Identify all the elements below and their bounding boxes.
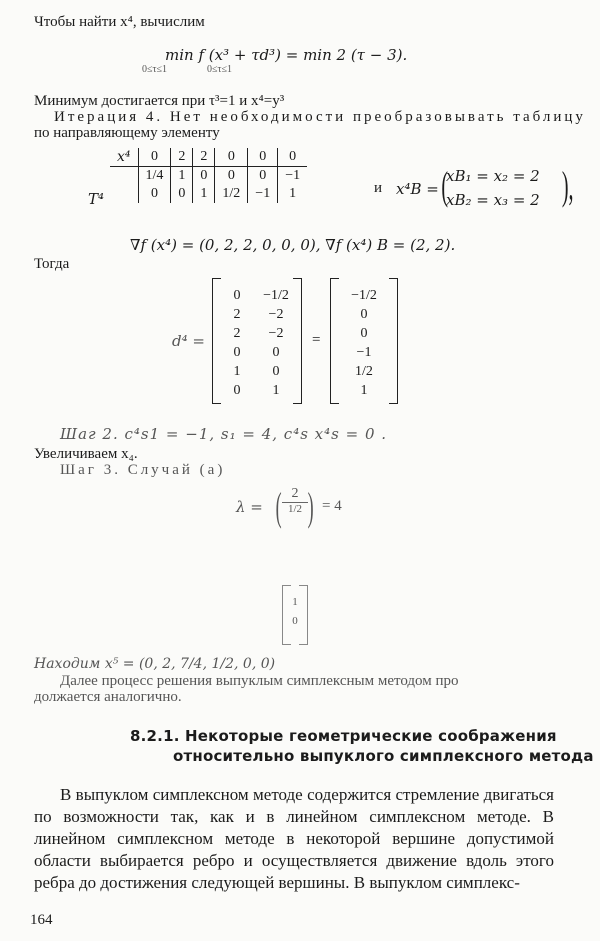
text-line-step-2: Шаг 2. c⁴s1 = −1, s₁ = 4, c⁴s x⁴s = 0 . bbox=[60, 425, 388, 443]
vector-cell: 1/2 bbox=[355, 364, 373, 379]
text-line-leading-element: по направляющему элементу bbox=[34, 125, 220, 141]
table-cell: 0 bbox=[248, 167, 278, 186]
matrix-cell: 0 bbox=[233, 345, 241, 360]
matrix-column bbox=[256, 286, 296, 400]
section-title-line-2: относительно выпуклого симплексного метода bbox=[173, 747, 594, 765]
equals-sign: = bbox=[312, 332, 321, 348]
section-heading bbox=[130, 727, 557, 745]
text-line-togda: Тогда bbox=[34, 256, 70, 272]
ratio-numerator: 2 bbox=[291, 486, 299, 501]
table-cell: 0 bbox=[193, 167, 215, 186]
table-grid bbox=[110, 148, 307, 203]
body-paragraph: В выпуклом симплексном методе содержится стремление двигаться по возможности так, как и в линейном симплексном методе. В линейном симплексном методе в некоторой вершине допустимой области выбирается ребро и осуществляется движение вдоль этого ребра до достижения следующей вершины. В выпуклом симплекс- bbox=[34, 785, 554, 892]
text-line-find-x4: Чтобы найти x⁴, вычислим bbox=[34, 14, 205, 30]
table-head-cell: 0 bbox=[138, 148, 171, 167]
table-cell: 0 bbox=[215, 167, 248, 186]
gradient-line: ∇f (x⁴) = (0, 2, 2, 0, 0, 0), ∇f (x⁴) B = (2, 2). bbox=[130, 236, 456, 254]
min-formula-subscripts: 0≤τ≤1 0≤τ≤1 bbox=[142, 64, 232, 75]
direction-vector-label: d⁴ = bbox=[172, 332, 205, 350]
table-cell: 1 bbox=[171, 167, 193, 186]
text-line-increase: Увеличиваем x₄. bbox=[34, 446, 138, 462]
section-number: 8.2.1. bbox=[130, 727, 180, 745]
text-line-step-3: Шаг 3. Случай (а) bbox=[60, 462, 226, 478]
matrix-cell: 1 bbox=[272, 383, 280, 398]
matrix-cell: 0 bbox=[233, 383, 241, 398]
ratio-paren-right: ) bbox=[307, 484, 314, 529]
vector-cell: −1 bbox=[356, 345, 372, 360]
matrix-cell: −2 bbox=[268, 307, 284, 322]
table-head-cell: 2 bbox=[193, 148, 215, 167]
basis-row: xB₁ = x₂ = 2 bbox=[446, 167, 540, 185]
text-line-further-1: Далее процесс решения выпуклым симплексным методом про bbox=[60, 673, 459, 689]
matrix-cell: 2 bbox=[233, 307, 241, 322]
small-vector-column bbox=[286, 593, 304, 631]
basis-label: x⁴B = bbox=[396, 180, 439, 198]
bracket-left bbox=[212, 278, 221, 404]
ratio-lhs: λ = bbox=[236, 498, 263, 516]
vector-cell: 1 bbox=[292, 596, 298, 608]
matrix-cell: 0 bbox=[233, 288, 241, 303]
ratio-denominator: 1/2 bbox=[282, 502, 308, 515]
basis-paren-left: ( bbox=[441, 163, 448, 208]
table-cell: 1/4 bbox=[138, 167, 171, 186]
min-formula: min f (x³ + τd³) = min 2 (τ − 3). bbox=[165, 46, 408, 64]
vector-cell: 1 bbox=[360, 383, 368, 398]
direction-matrix bbox=[212, 278, 302, 404]
table-head-cell: x⁴ bbox=[110, 148, 138, 167]
matrix-cell: 1 bbox=[233, 364, 241, 379]
table-cell: 1 bbox=[193, 185, 215, 203]
basis-vector bbox=[446, 164, 540, 212]
table-cell: 0 bbox=[171, 185, 193, 203]
text-line-further-2: должается аналогично. bbox=[34, 689, 182, 705]
table-cell: 1 bbox=[278, 185, 307, 203]
table-head-cell: 0 bbox=[248, 148, 278, 167]
matrix-column bbox=[224, 286, 250, 400]
vector-column bbox=[342, 286, 386, 400]
bracket-left bbox=[330, 278, 339, 404]
bracket-right bbox=[389, 278, 398, 404]
text-line-minimum: Минимум достигается при τ³=1 и x⁴=y³ bbox=[34, 93, 285, 109]
table-cell: 0 bbox=[138, 185, 171, 203]
table-head-cell: 2 bbox=[171, 148, 193, 167]
basis-row: xB₂ = x₃ = 2 bbox=[446, 191, 540, 209]
text-line-found-x5: Находим x⁵ = (0, 2, 7/4, 1/2, 0, 0) bbox=[34, 656, 276, 672]
table-cell: −1 bbox=[248, 185, 278, 203]
table-head-cell: 0 bbox=[215, 148, 248, 167]
ratio-rhs: = 4 bbox=[322, 498, 342, 514]
matrix-cell: −2 bbox=[268, 326, 284, 341]
table-side-label: T⁴ bbox=[88, 190, 105, 208]
matrix-cell: −1/2 bbox=[263, 288, 289, 303]
matrix-cell: 0 bbox=[272, 364, 280, 379]
text-line-iteration-4: Итерация 4. Нет необходимости преобразовывать таблицу bbox=[54, 109, 586, 125]
vector-cell: 0 bbox=[360, 326, 368, 341]
matrix-cell: 0 bbox=[272, 345, 280, 360]
table-head-cell: 0 bbox=[278, 148, 307, 167]
matrix-cell: 2 bbox=[233, 326, 241, 341]
vector-cell: 0 bbox=[360, 307, 368, 322]
ratio-fraction bbox=[282, 486, 308, 515]
basis-paren-right: ), bbox=[561, 163, 574, 208]
vector-cell: −1/2 bbox=[351, 288, 377, 303]
ratio-paren-left: ( bbox=[275, 484, 282, 529]
vector-cell: 0 bbox=[292, 615, 298, 627]
section-title-line-1: Некоторые геометрические соображения bbox=[185, 727, 557, 745]
page-number: 164 bbox=[30, 912, 53, 928]
basis-and-word: и bbox=[374, 180, 383, 196]
small-vector bbox=[282, 585, 308, 645]
result-vector bbox=[330, 278, 398, 404]
table-cell: 1/2 bbox=[215, 185, 248, 203]
table-cell: −1 bbox=[278, 167, 307, 186]
